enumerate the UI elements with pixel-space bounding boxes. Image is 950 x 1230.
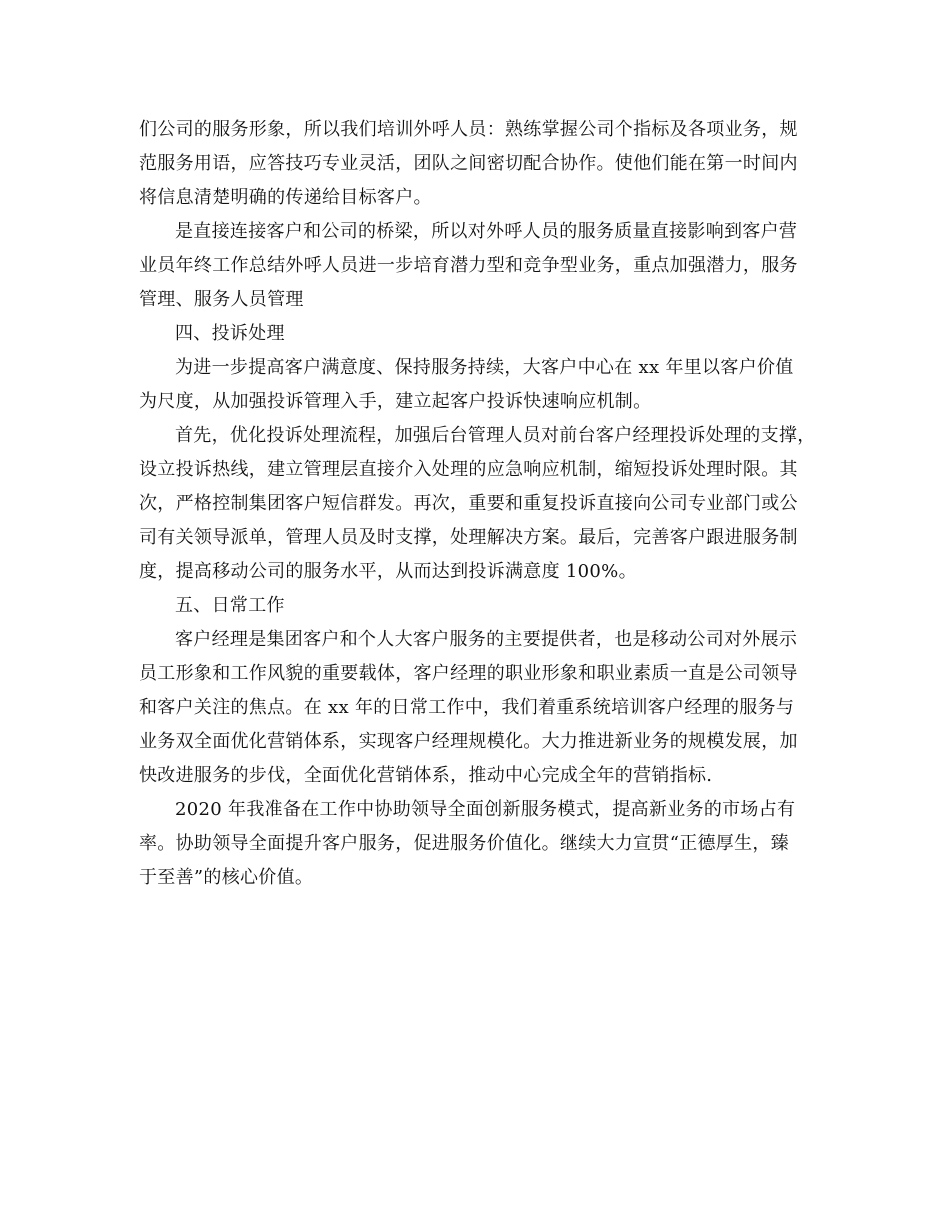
section-heading: 四、投诉处理 <box>175 323 285 344</box>
text-line: 将信息清楚明确的传递给目标客户。 <box>139 187 432 208</box>
text-line: 快改进服务的步伐，全面优化营销体系，推动中心完成全年的营销指标. <box>139 765 713 786</box>
text-line: 是直接连接客户和公司的桥梁，所以对外呼人员的服务质量直接影响到客户营 <box>175 221 798 242</box>
text-line: 度，提高移动公司的服务水平，从而达到投诉满意度 100%。 <box>139 561 637 582</box>
text-line: 范服务用语，应答技巧专业灵活，团队之间密切配合协作。使他们能在第一时间内 <box>139 153 798 174</box>
text-line: 员工形象和工作风貌的重要载体，客户经理的职业形象和职业素质一直是公司领导 <box>139 663 798 684</box>
text-line: 为尺度，从加强投诉管理入手，建立起客户投诉快速响应机制。 <box>139 391 652 412</box>
text-line: 客户经理是集团客户和个人大客户服务的主要提供者，也是移动公司对外展示 <box>175 629 798 650</box>
section-heading: 五、日常工作 <box>175 595 285 616</box>
text-line: 率。协助领导全面提升客户服务，促进服务价值化。继续大力宣贯“正德厚生，臻 <box>139 833 789 854</box>
text-line: 设立投诉热线，建立管理层直接介入处理的应急响应机制，缩短投诉处理时限。其 <box>139 459 798 480</box>
document-page <box>139 113 819 895</box>
text-line: 管理、服务人员管理 <box>139 289 304 310</box>
text-line: 首先，优化投诉处理流程，加强后台管理人员对前台客户经理投诉处理的支撑， <box>175 425 816 446</box>
text-line: 和客户关注的焦点。在 xx 年的日常工作中，我们着重系统培训客户经理的服务与 <box>139 697 795 718</box>
text-line: 于至善”的核心价值。 <box>139 867 314 888</box>
text-line: 次，严格控制集团客户短信群发。再次，重要和重复投诉直接向公司专业部门或公 <box>139 493 798 514</box>
text-line: 为进一步提高客户满意度、保持服务持续，大客户中心在 xx 年里以客户价值 <box>175 357 794 378</box>
text-line: 们公司的服务形象，所以我们培训外呼人员：熟练掌握公司个指标及各项业务，规 <box>139 119 798 140</box>
text-line: 业务双全面优化营销体系，实现客户经理规模化。大力推进新业务的规模发展，加 <box>139 731 798 752</box>
text-line: 业员年终工作总结外呼人员进一步培育潜力型和竞争型业务，重点加强潜力，服务 <box>139 255 798 276</box>
text-line: 2020 年我准备在工作中协助领导全面创新服务模式，提高新业务的市场占有 <box>175 799 796 820</box>
text-line: 司有关领导派单，管理人员及时支撑，处理解决方案。最后，完善客户跟进服务制 <box>139 527 798 548</box>
